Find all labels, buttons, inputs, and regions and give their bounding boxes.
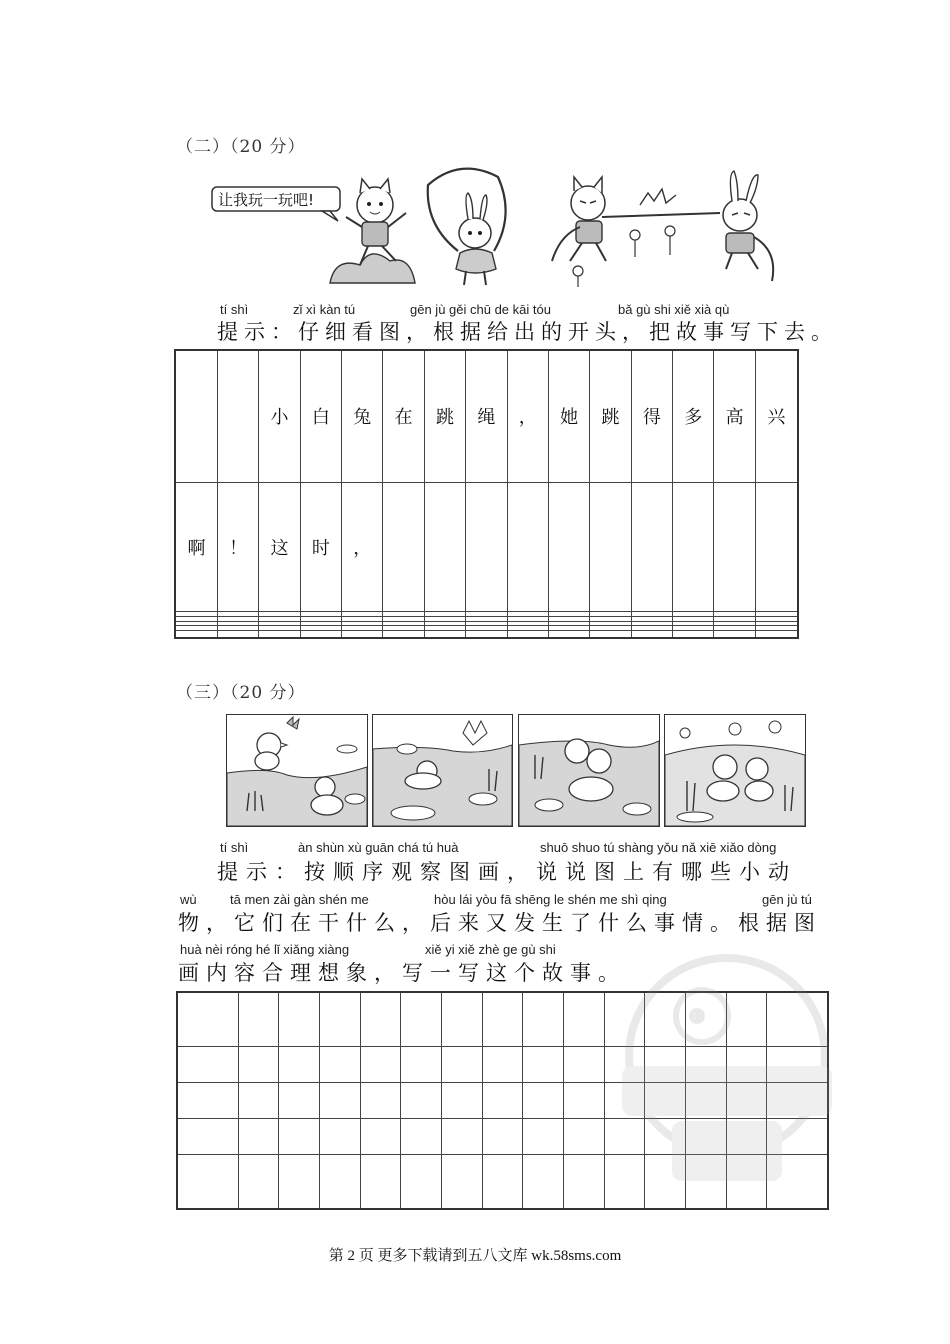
- writing-cell[interactable]: [673, 631, 714, 638]
- writing-cell[interactable]: [383, 631, 424, 638]
- writing-cell[interactable]: [259, 631, 300, 638]
- writing-cell[interactable]: [279, 1155, 320, 1209]
- writing-cell[interactable]: [482, 1155, 523, 1209]
- writing-cell[interactable]: [564, 1082, 605, 1118]
- section3-hint-text-line2: 物，它们在干什么，后来又发生了什么事情。根据图: [178, 911, 822, 935]
- writing-cell[interactable]: [360, 1046, 401, 1082]
- section2-hint-text: 提示：仔细看图，根据给出的开头，把故事写下去。: [217, 320, 838, 344]
- writing-cell[interactable]: 高: [714, 350, 755, 482]
- section2-heading: （二）（20 分）: [176, 137, 306, 157]
- writing-cell[interactable]: [564, 992, 605, 1046]
- writing-cell[interactable]: [631, 631, 672, 638]
- pinyin-segment: shuō shuo tú shàng yǒu nǎ xiē xiǎo dòng: [540, 840, 777, 855]
- pinyin-segment: hòu lái yòu fā shēng le shén me shì qing: [434, 892, 667, 907]
- writing-cell[interactable]: [238, 1155, 279, 1209]
- pinyin-segment: bǎ gù shi xiě xià qù: [618, 302, 730, 317]
- writing-cell[interactable]: [279, 1119, 320, 1155]
- writing-cell[interactable]: 白: [300, 350, 341, 482]
- comic-panel-1: [226, 714, 368, 827]
- writing-cell[interactable]: [441, 1155, 482, 1209]
- pinyin-segment: zǐ xì kàn tú: [293, 302, 356, 317]
- pinyin-segment: tí shì: [220, 302, 249, 317]
- illustration-cat-rabbit-tug: [540, 165, 790, 290]
- pinyin-segment: gēn jù gěi chū de kāi tóu: [410, 302, 551, 317]
- writing-cell[interactable]: [714, 631, 755, 638]
- writing-cell[interactable]: [238, 992, 279, 1046]
- writing-cell[interactable]: ，: [507, 350, 548, 482]
- illustration-cat-rabbit-skipping: [210, 165, 520, 290]
- grid-row: [175, 482, 798, 612]
- writing-cell[interactable]: 这: [259, 482, 300, 612]
- section2-writing-grid[interactable]: [174, 349, 799, 639]
- writing-cell[interactable]: [401, 1119, 442, 1155]
- section3-hint-text-line3: 画内容合理想象，写一写这个故事。: [178, 961, 626, 985]
- writing-cell[interactable]: 啊: [175, 482, 217, 612]
- writing-cell[interactable]: [279, 1082, 320, 1118]
- pinyin-segment: xiě yi xiě zhè ge gù shi: [425, 942, 556, 957]
- writing-cell[interactable]: [564, 1119, 605, 1155]
- writing-cell[interactable]: [507, 631, 548, 638]
- writing-cell[interactable]: 跳: [590, 350, 631, 482]
- chick-butterfly-pond-drawing: [227, 715, 367, 826]
- speech-bubble-text: 让我玩一玩吧!: [218, 191, 315, 209]
- writing-cell[interactable]: 兴: [755, 350, 798, 482]
- writing-cell[interactable]: [523, 992, 564, 1046]
- writing-cell[interactable]: [482, 992, 523, 1046]
- writing-cell[interactable]: [177, 1119, 238, 1155]
- page-footer: 第 2 页 更多下载请到五八文库 wk.58sms.com: [328, 1248, 622, 1264]
- writing-cell[interactable]: [424, 482, 465, 612]
- writing-cell[interactable]: 得: [631, 350, 672, 482]
- writing-cell[interactable]: [177, 1046, 238, 1082]
- writing-cell[interactable]: [466, 482, 507, 612]
- writing-cell[interactable]: [319, 1046, 360, 1082]
- writing-cell[interactable]: [360, 1119, 401, 1155]
- grid-row: [175, 631, 798, 638]
- writing-cell[interactable]: [523, 1119, 564, 1155]
- writing-cell[interactable]: [590, 631, 631, 638]
- writing-cell[interactable]: [177, 1082, 238, 1118]
- pinyin-segment: tā men zài gàn shén me: [230, 892, 369, 907]
- writing-cell[interactable]: [319, 1082, 360, 1118]
- writing-cell[interactable]: [177, 992, 238, 1046]
- writing-cell[interactable]: ！: [217, 482, 258, 612]
- writing-cell[interactable]: [441, 992, 482, 1046]
- writing-cell[interactable]: [755, 631, 798, 638]
- writing-cell[interactable]: [401, 1082, 442, 1118]
- writing-cell[interactable]: [424, 631, 465, 638]
- comic-panel-3: [518, 714, 660, 827]
- writing-cell[interactable]: [482, 1119, 523, 1155]
- writing-cell[interactable]: [360, 992, 401, 1046]
- pinyin-segment: tí shì: [220, 840, 249, 855]
- writing-cell[interactable]: [175, 350, 217, 482]
- writing-cell[interactable]: 在: [383, 350, 424, 482]
- writing-cell[interactable]: [319, 1155, 360, 1209]
- section3-heading: （三）（20 分）: [176, 683, 306, 703]
- writing-cell[interactable]: [466, 631, 507, 638]
- writing-cell[interactable]: [482, 1046, 523, 1082]
- pinyin-segment: gēn jù tú: [762, 892, 812, 907]
- writing-cell[interactable]: 小: [259, 350, 300, 482]
- grid-row: [175, 350, 798, 482]
- writing-cell[interactable]: [238, 1082, 279, 1118]
- duck-swims-butterfly-drawing: [373, 715, 512, 826]
- duck-chick-on-shore-drawing: [665, 715, 805, 826]
- comic-panel-2: [372, 714, 513, 827]
- writing-cell[interactable]: [238, 1046, 279, 1082]
- writing-cell[interactable]: [564, 1046, 605, 1082]
- comic-panel-4: [664, 714, 806, 827]
- writing-cell[interactable]: 她: [548, 350, 589, 482]
- writing-cell[interactable]: [401, 992, 442, 1046]
- writing-cell[interactable]: [673, 482, 714, 612]
- writing-cell[interactable]: 绳: [466, 350, 507, 482]
- writing-cell[interactable]: [238, 1119, 279, 1155]
- writing-cell[interactable]: [590, 482, 631, 612]
- writing-cell[interactable]: [177, 1155, 238, 1209]
- pinyin-segment: wù: [180, 892, 197, 907]
- writing-cell[interactable]: [319, 1119, 360, 1155]
- writing-cell[interactable]: [360, 1082, 401, 1118]
- writing-cell[interactable]: [319, 992, 360, 1046]
- duck-carries-chick-drawing: [519, 715, 659, 826]
- writing-cell[interactable]: [564, 1155, 605, 1209]
- watermark-logo: [612, 946, 842, 1206]
- writing-cell[interactable]: [441, 1046, 482, 1082]
- writing-cell[interactable]: [279, 1046, 320, 1082]
- writing-cell[interactable]: [300, 631, 341, 638]
- writing-cell[interactable]: [441, 1082, 482, 1118]
- writing-cell[interactable]: [482, 1082, 523, 1118]
- writing-cell[interactable]: [401, 1155, 442, 1209]
- writing-cell[interactable]: [360, 1155, 401, 1209]
- writing-cell[interactable]: [631, 482, 672, 612]
- writing-cell[interactable]: [217, 350, 258, 482]
- writing-cell[interactable]: 时: [300, 482, 341, 612]
- writing-cell[interactable]: [523, 1082, 564, 1118]
- writing-cell[interactable]: [523, 1155, 564, 1209]
- pinyin-segment: àn shùn xù guān chá tú huà: [298, 840, 459, 855]
- pinyin-segment: huà nèi róng hé lǐ xiǎng xiàng: [180, 942, 350, 957]
- writing-cell[interactable]: [714, 482, 755, 612]
- writing-cell[interactable]: [279, 992, 320, 1046]
- writing-cell[interactable]: 兔: [342, 350, 383, 482]
- writing-cell[interactable]: [217, 631, 258, 638]
- writing-cell[interactable]: 跳: [424, 350, 465, 482]
- writing-cell[interactable]: [507, 482, 548, 612]
- writing-cell[interactable]: [548, 631, 589, 638]
- writing-cell[interactable]: ，: [342, 482, 383, 612]
- writing-cell[interactable]: [342, 631, 383, 638]
- section3-hint-text-line1: 提示：按顺序观察图画，说说图上有哪些小动: [217, 860, 797, 884]
- writing-cell[interactable]: [548, 482, 589, 612]
- writing-cell[interactable]: [755, 482, 798, 612]
- writing-cell[interactable]: 多: [673, 350, 714, 482]
- writing-cell[interactable]: [175, 631, 217, 638]
- writing-cell[interactable]: [383, 482, 424, 612]
- writing-cell[interactable]: [523, 1046, 564, 1082]
- writing-cell[interactable]: [401, 1046, 442, 1082]
- writing-cell[interactable]: [441, 1119, 482, 1155]
